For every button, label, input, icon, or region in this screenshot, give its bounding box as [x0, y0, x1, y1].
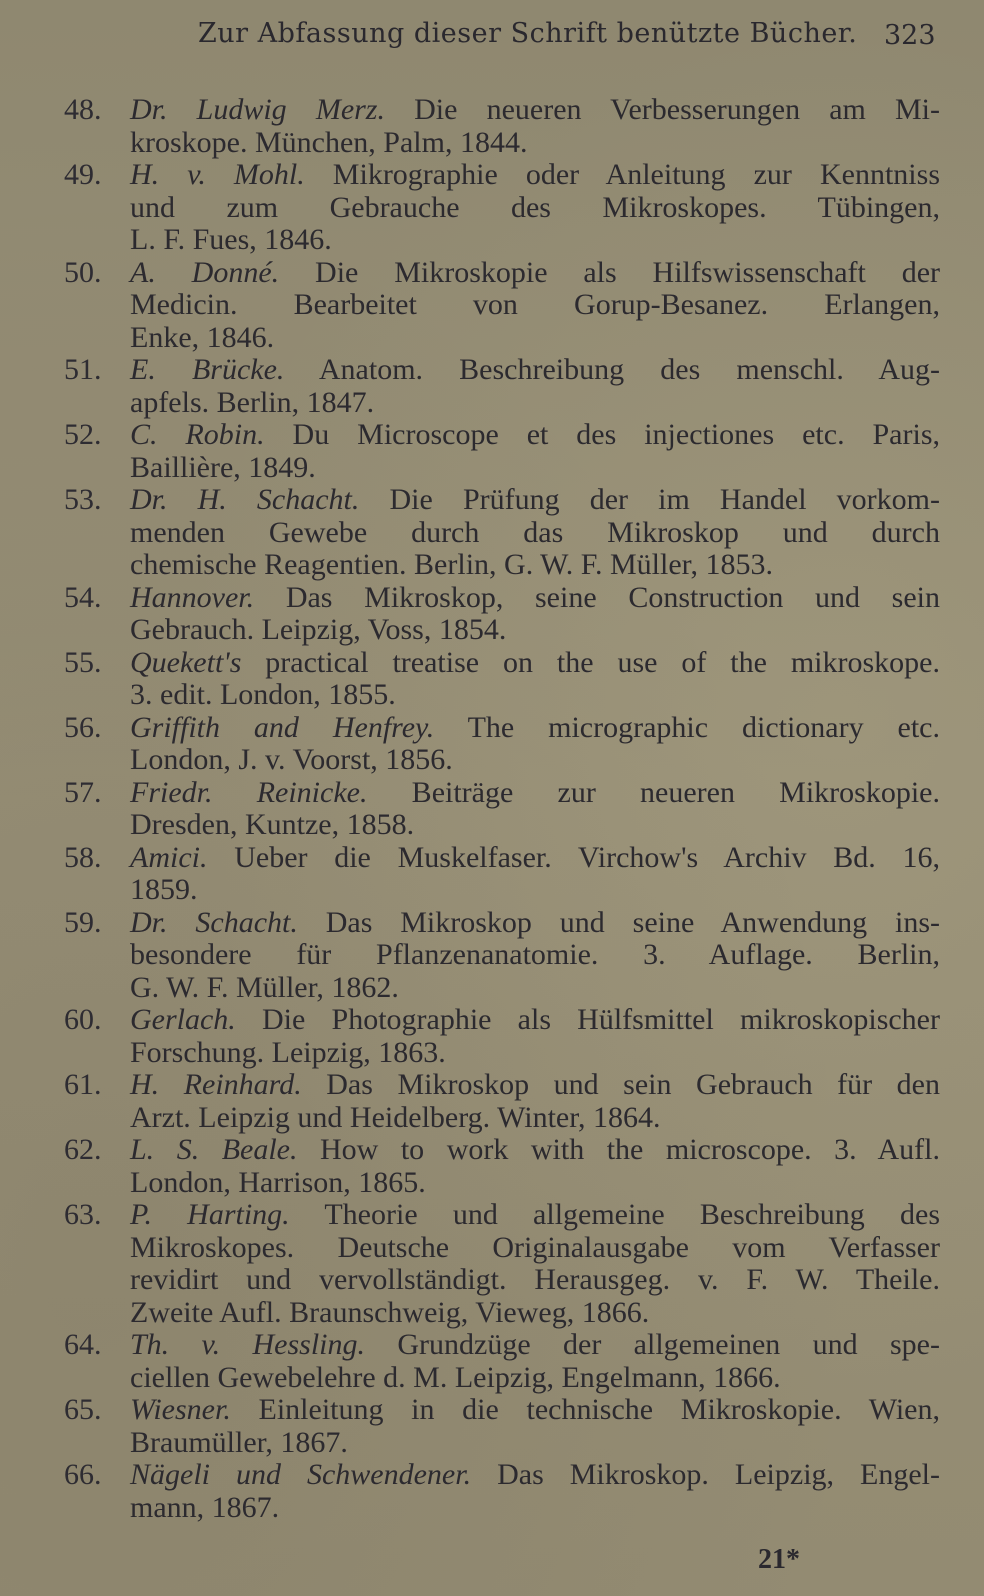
- bibliography-entry: [0, 647, 984, 712]
- entry-line: [130, 712, 940, 745]
- entry-line: Mikroskopes. Deutsche Originalausgabe vom Verfasser: [130, 1230, 940, 1264]
- entry-line: G. W. F. Müller, 1862.: [130, 970, 399, 1004]
- entry-line: [130, 94, 940, 127]
- entry-text: Grundzüge der allgemeinen und spe-: [365, 1328, 940, 1361]
- entry-line: [130, 1329, 940, 1362]
- entry-line: [130, 1134, 940, 1167]
- entry-text: Beiträge zur neueren Mikroskopie.: [367, 775, 940, 809]
- bibliography-entry: [0, 582, 984, 647]
- entry-line: menden Gewebe durch das Mikroskop und durch: [130, 515, 940, 549]
- entry-number: 57.: [64, 775, 102, 809]
- entry-text: Die Photographie als Hülfsmittel mikroskopischer: [235, 1003, 940, 1036]
- entry-author: Hannover.: [130, 580, 255, 614]
- entry-line: [130, 647, 940, 680]
- entry-line: [130, 419, 940, 452]
- entry-line: revidirt und vervollständigt. Herausgeg. v. F. W. Theile.: [130, 1263, 940, 1296]
- entry-text: Einleitung in die technische Mikroskopie. Wien,: [230, 1393, 940, 1426]
- entry-author: Griffith and Henfrey.: [130, 710, 435, 744]
- running-header: [0, 14, 984, 62]
- entry-number: 64.: [64, 1328, 102, 1361]
- entry-line: 1859.: [130, 873, 198, 906]
- entry-text: Ueber die Muskelfaser. Virchow's Archiv Bd. 16,: [207, 840, 940, 874]
- entry-number: 56.: [64, 710, 102, 744]
- entry-author: Dr. Ludwig Merz.: [130, 93, 385, 126]
- page-number: 323: [884, 20, 936, 51]
- entry-line: [130, 257, 940, 290]
- bibliography-entry: [0, 1069, 984, 1134]
- entry-line: [130, 354, 940, 387]
- entry-line: Arzt. Leipzig und Heidelberg. Winter, 1864.: [130, 1100, 661, 1134]
- entry-number: 60.: [64, 1003, 102, 1036]
- entry-line: [130, 1394, 940, 1427]
- entry-author: E. Brücke.: [130, 353, 285, 386]
- bibliography-entry: [0, 1459, 984, 1524]
- bibliography-entry: [0, 1394, 984, 1459]
- entry-line: Medicin. Bearbeitet von Gorup-Besanez. Erlangen,: [130, 288, 940, 321]
- entry-line: [130, 159, 940, 192]
- entry-line: [130, 1459, 940, 1492]
- entry-number: 54.: [64, 580, 102, 614]
- bibliography-entry: [0, 94, 984, 159]
- entry-line: [130, 777, 940, 810]
- entry-number: 66.: [64, 1458, 102, 1491]
- entry-line: [130, 907, 940, 940]
- entry-line: [130, 1004, 940, 1037]
- entry-text: The micrographic dictionary etc.: [434, 710, 940, 744]
- bibliography-entry: [0, 777, 984, 842]
- entry-author: Nägeli und Schwendener.: [130, 1458, 472, 1491]
- entry-line: Gebrauch. Leipzig, Voss, 1854.: [130, 613, 507, 646]
- entry-line: [130, 1199, 940, 1232]
- entry-text: Die Mikroskopie als Hilfswissenschaft der: [279, 255, 940, 289]
- entry-author: Th. v. Hessling.: [130, 1328, 365, 1361]
- entry-number: 63.: [64, 1198, 102, 1231]
- entry-number: 53.: [64, 483, 102, 516]
- entry-line: ciellen Gewebelehre d. M. Leipzig, Engelmann, 1866.: [130, 1360, 781, 1394]
- entry-line: Dresden, Kuntze, 1858.: [130, 808, 415, 841]
- entry-line: Enke, 1846.: [130, 320, 275, 354]
- entry-number: 51.: [64, 353, 102, 386]
- entry-line: London, Harrison, 1865.: [130, 1165, 426, 1199]
- entry-line: Braumüller, 1867.: [130, 1425, 348, 1459]
- signature-mark: 21*: [758, 1544, 800, 1575]
- entry-text: Du Microscope et des injectiones etc. Paris,: [264, 418, 940, 451]
- bibliography-entry: [0, 907, 984, 1005]
- entry-line: apfels. Berlin, 1847.: [130, 385, 375, 419]
- entry-number: 58.: [64, 840, 102, 874]
- entry-author: H. Reinhard.: [130, 1068, 302, 1101]
- entry-number: 61.: [64, 1068, 102, 1101]
- entry-line: und zum Gebrauche des Mikroskopes. Tübingen,: [130, 190, 940, 224]
- bibliography-entry: [0, 712, 984, 777]
- entry-text: Das Mikroskop. Leipzig, Engel-: [471, 1458, 940, 1491]
- entry-text: Anatom. Beschreibung des menschl. Aug-: [284, 353, 940, 386]
- entry-line: 3. edit. London, 1855.: [130, 678, 396, 711]
- entry-author: Gerlach.: [130, 1003, 236, 1036]
- entry-text: Mikrographie oder Anleitung zur Kenntniss: [304, 158, 940, 191]
- entry-number: 49.: [64, 158, 102, 191]
- entry-line: besondere für Pflanzenanatomie. 3. Auflage. Berlin,: [130, 938, 940, 971]
- entry-number: 62.: [64, 1133, 102, 1166]
- entry-author: Amici.: [130, 840, 208, 874]
- entry-text: Das Mikroskop und seine Anwendung ins-: [297, 905, 941, 939]
- entry-number: 65.: [64, 1393, 102, 1426]
- bibliography-entry: [0, 159, 984, 257]
- entry-line: Baillière, 1849.: [130, 450, 316, 484]
- entry-number: 52.: [64, 418, 102, 451]
- entry-line: kroskope. München, Palm, 1844.: [130, 125, 528, 159]
- entry-number: 50.: [64, 255, 102, 289]
- bibliography-entry: [0, 484, 984, 582]
- entry-author: Quekett's: [130, 645, 242, 679]
- entry-line: [130, 1069, 940, 1102]
- entry-line: [130, 842, 940, 875]
- entry-author: Wiesner.: [130, 1393, 231, 1426]
- entry-text: practical treatise on the use of the mikroskope.: [241, 645, 940, 679]
- bibliography-list: [0, 94, 984, 1524]
- bibliography-entry: [0, 1329, 984, 1394]
- entry-number: 59.: [64, 905, 102, 939]
- entry-line: Forschung. Leipzig, 1863.: [130, 1035, 446, 1069]
- bibliography-entry: [0, 842, 984, 907]
- entry-author: C. Robin.: [130, 418, 265, 451]
- entry-text: Das Mikroskop und sein Gebrauch für den: [301, 1068, 940, 1101]
- entry-author: Friedr. Reinicke.: [130, 775, 368, 809]
- entry-author: Dr. H. Schacht.: [130, 483, 360, 516]
- entry-author: Dr. Schacht.: [130, 905, 298, 939]
- entry-text: Das Mikroskop, seine Construction und sein: [254, 580, 940, 614]
- entry-line: London, J. v. Voorst, 1856.: [130, 743, 453, 776]
- entry-line: Zweite Aufl. Braunschweig, Vieweg, 1866.: [130, 1295, 650, 1329]
- entry-number: 55.: [64, 645, 102, 679]
- entry-line: [130, 582, 940, 615]
- bibliography-entry: [0, 419, 984, 484]
- bibliography-entry: [0, 354, 984, 419]
- entry-line: chemische Reagentien. Berlin, G. W. F. Müller, 1853.: [130, 548, 773, 581]
- entry-text: Theorie und allgemeine Beschreibung des: [289, 1198, 941, 1231]
- entry-author: H. v. Mohl.: [130, 158, 305, 191]
- entry-text: How to work with the microscope. 3. Aufl.: [297, 1133, 940, 1166]
- entry-number: 48.: [64, 93, 102, 126]
- entry-line: [130, 484, 940, 517]
- entry-line: mann, 1867.: [130, 1490, 280, 1524]
- entry-author: A. Donné.: [130, 255, 280, 289]
- bibliography-entry: [0, 1134, 984, 1199]
- entry-line: L. F. Fues, 1846.: [130, 223, 332, 256]
- entry-text: Die Prüfung der im Handel vorkom-: [359, 483, 940, 516]
- bibliography-entry: [0, 257, 984, 355]
- entry-author: L. S. Beale.: [130, 1133, 298, 1166]
- bibliography-entry: [0, 1199, 984, 1329]
- entry-author: P. Harting.: [130, 1198, 290, 1231]
- header-title: Zur Abfassung dieser Schrift benützte Bücher.: [198, 18, 858, 49]
- entry-text: Die neueren Verbesserungen am Mi-: [385, 93, 941, 126]
- bibliography-entry: [0, 1004, 984, 1069]
